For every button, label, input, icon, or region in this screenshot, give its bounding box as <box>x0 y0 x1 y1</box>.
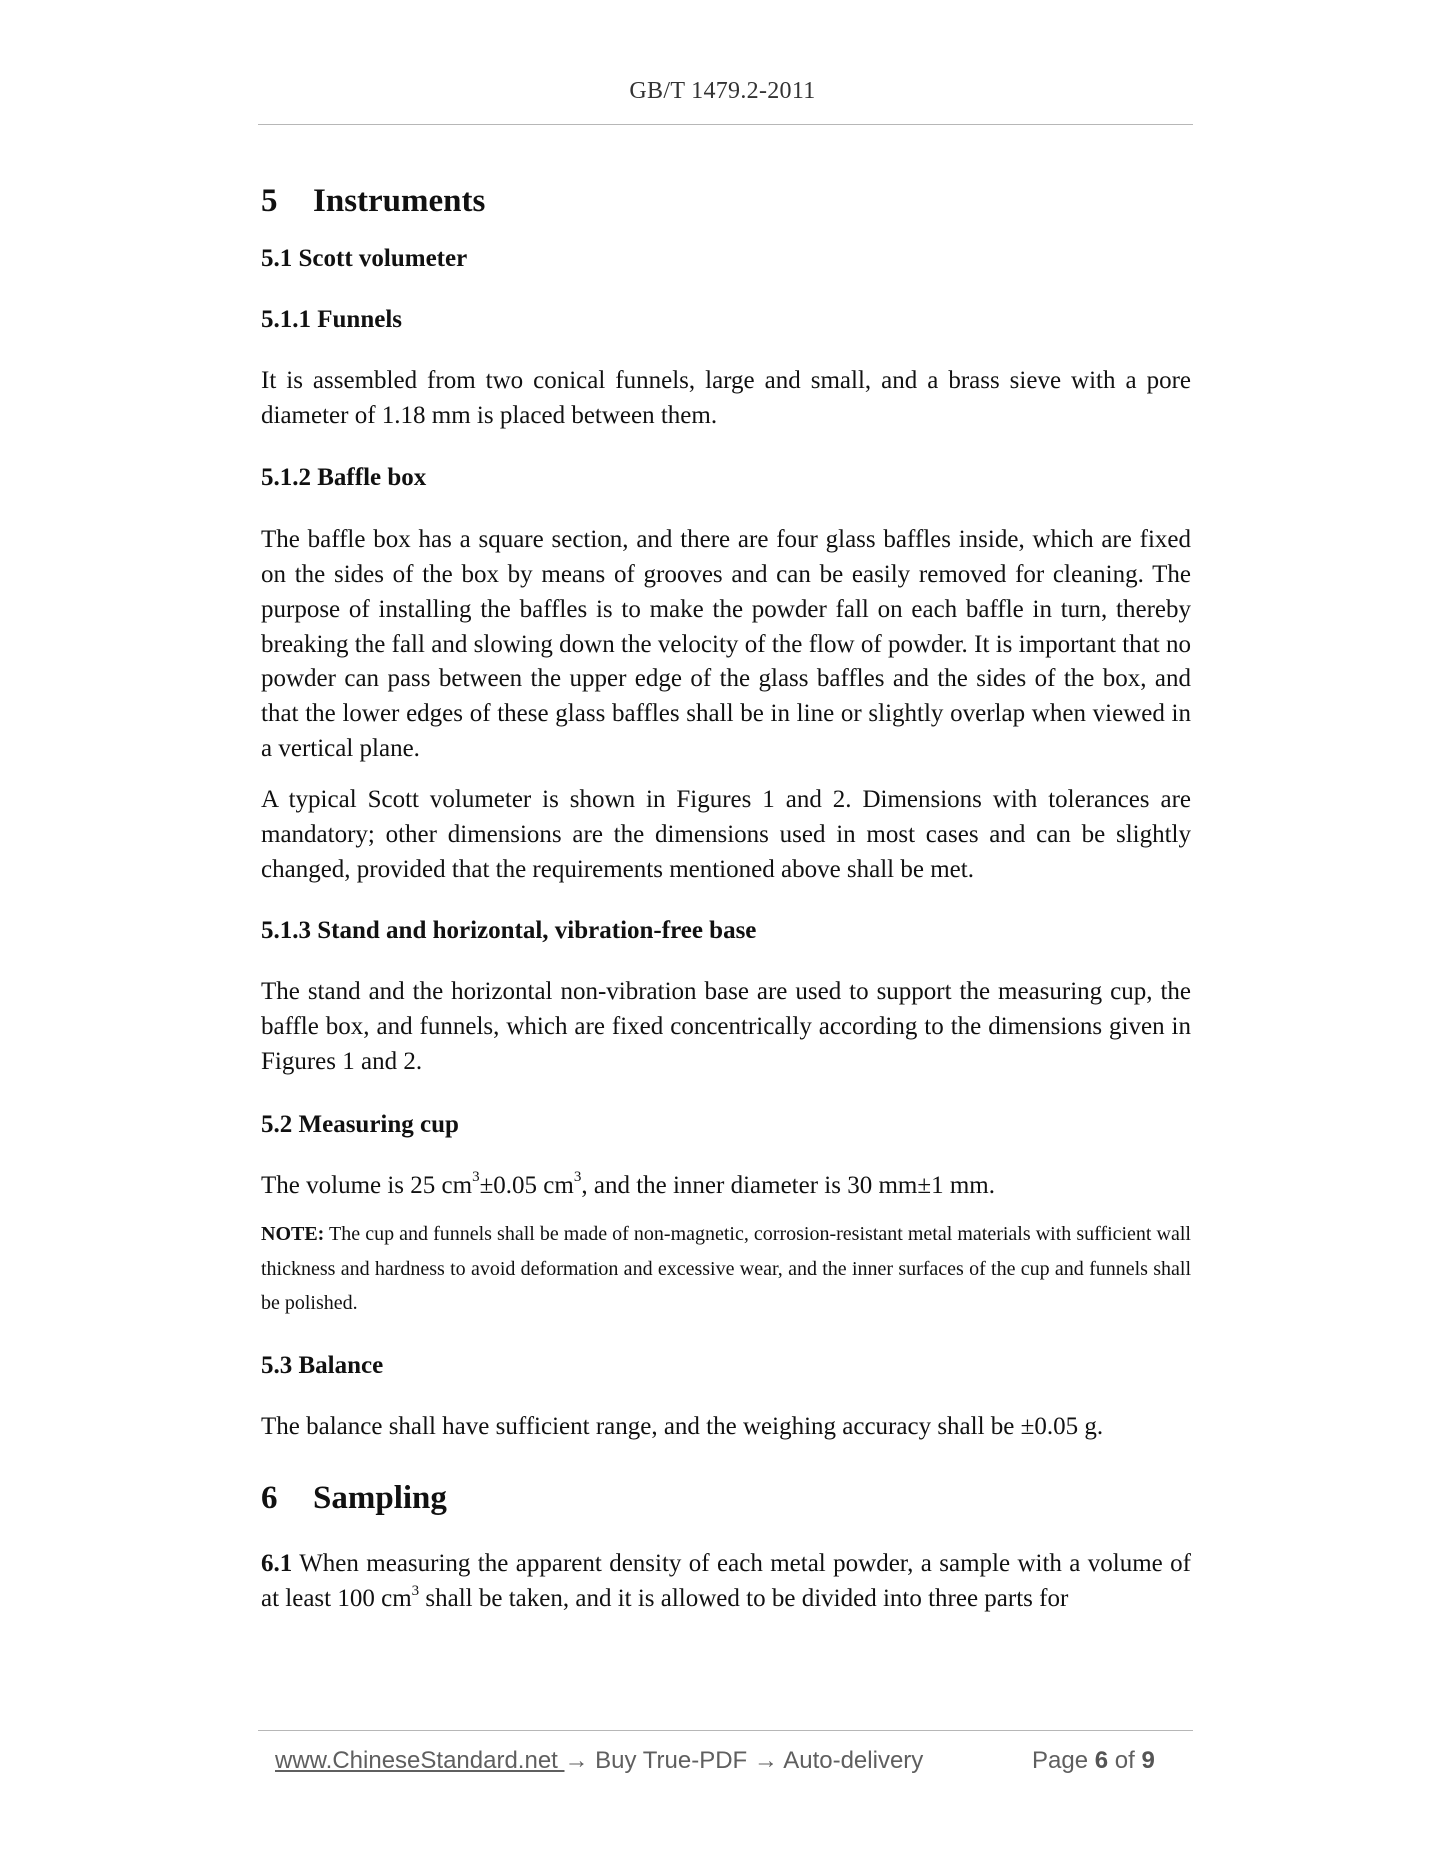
superscript-3: 3 <box>573 1169 582 1186</box>
footer-promo <box>275 1747 923 1775</box>
section-heading-5 <box>261 174 1191 228</box>
heading-5-3: 5.3 Balance <box>261 1351 384 1379</box>
page-indicator <box>1032 1747 1155 1775</box>
page-content <box>261 174 1191 1617</box>
note-text: The cup and funnels shall be made of non-magnetic, corrosion-resistant metal materials with sufficient wall thickness and hardness to avoid deformation and excessive wear, and the inner surfaces of the cup and funnels shall be polished. <box>261 1223 1191 1315</box>
buy-text: Buy True-PDF <box>588 1747 754 1774</box>
paragraph-stand-base: The stand and the horizontal non-vibration base are used to support the measuring cup, the baffle box, and funnels, which are fixed concentrically according to the dimensions given in Figures 1 and 2. <box>261 978 1191 1075</box>
paragraph-balance: The balance shall have sufficient range, and the weighing accuracy shall be ±0.05 g. <box>261 1412 1104 1440</box>
site-link[interactable]: www.ChineseStandard.net <box>275 1747 565 1774</box>
heading-5-2: 5.2 Measuring cup <box>261 1110 459 1138</box>
clause-6-1-text-a: When measuring the apparent density of each metal powder, a sample with a volume of at least 100 cm <box>261 1550 1191 1613</box>
paragraph-typical-volumeter: A typical Scott volumeter is shown in Figures 1 and 2. Dimensions with tolerances are mandatory; other dimensions are the dimensions used in most cases and can be slightly changed, provided that the requirements mentioned above shall be met. <box>261 786 1191 883</box>
note-label: NOTE: <box>261 1223 325 1246</box>
page-current: 6 <box>1094 1747 1109 1774</box>
paragraph-6-1 <box>261 1547 1191 1616</box>
cup-volume-text-a: The volume is 25 cm <box>261 1171 473 1199</box>
superscript-3: 3 <box>411 1582 420 1599</box>
arrow-right-icon: → <box>564 1747 589 1774</box>
clause-label: 6.1 <box>261 1550 293 1578</box>
paragraph-cup-volume <box>261 1169 1191 1204</box>
page-total: 9 <box>1141 1747 1155 1774</box>
clause-6-1-text-b: shall be taken, and it is allowed to be divided into three parts for <box>419 1585 1069 1613</box>
heading-5-1-2: 5.1.2 Baffle box <box>261 464 427 492</box>
note-paragraph <box>261 1217 1191 1321</box>
cup-volume-text-b: ±0.05 cm <box>479 1171 574 1199</box>
page-label: Page <box>1032 1747 1095 1774</box>
section-number: 6 <box>261 1480 278 1517</box>
cup-volume-text-c: , and the inner diameter is 30 mm±1 mm. <box>581 1171 995 1199</box>
heading-5-1: 5.1 Scott volumeter <box>261 245 468 272</box>
paragraph-funnels: It is assembled from two conical funnels, large and small, and a brass sieve with a pore diameter of 1.18 mm is placed between them. <box>261 367 1191 429</box>
section-number: 5 <box>261 183 278 219</box>
section-title: Sampling <box>313 1480 447 1517</box>
arrow-right-icon: → <box>753 1747 778 1774</box>
superscript-3: 3 <box>472 1169 480 1186</box>
page-of: of <box>1108 1747 1142 1774</box>
heading-5-1-3: 5.1.3 Stand and horizontal, vibration-free base <box>261 917 757 945</box>
header-divider <box>258 124 1193 125</box>
section-title: Instruments <box>313 183 486 219</box>
running-header: GB/T 1479.2-2011 <box>629 78 816 104</box>
footer-divider <box>258 1730 1193 1731</box>
heading-5-1-1: 5.1.1 Funnels <box>261 306 403 333</box>
section-heading-6 <box>261 1471 1191 1525</box>
paragraph-baffle-box: The baffle box has a square section, and there are four glass baffles inside, which are fixed on the sides of the box by means of grooves and can be easily removed for cleaning. The purpose of installing the baffles is to make the powder fall on each baffle in turn, thereby breaking the fall and slowing down the velocity of the flow of powder. It is important that no powder can pass between the upper edge of the glass baffles and the sides of the box, and that the lower edges of these glass baffles shall be in line or slightly overlap when viewed in a vertical plane. <box>261 526 1191 762</box>
auto-delivery-text: Auto-delivery <box>777 1747 924 1774</box>
